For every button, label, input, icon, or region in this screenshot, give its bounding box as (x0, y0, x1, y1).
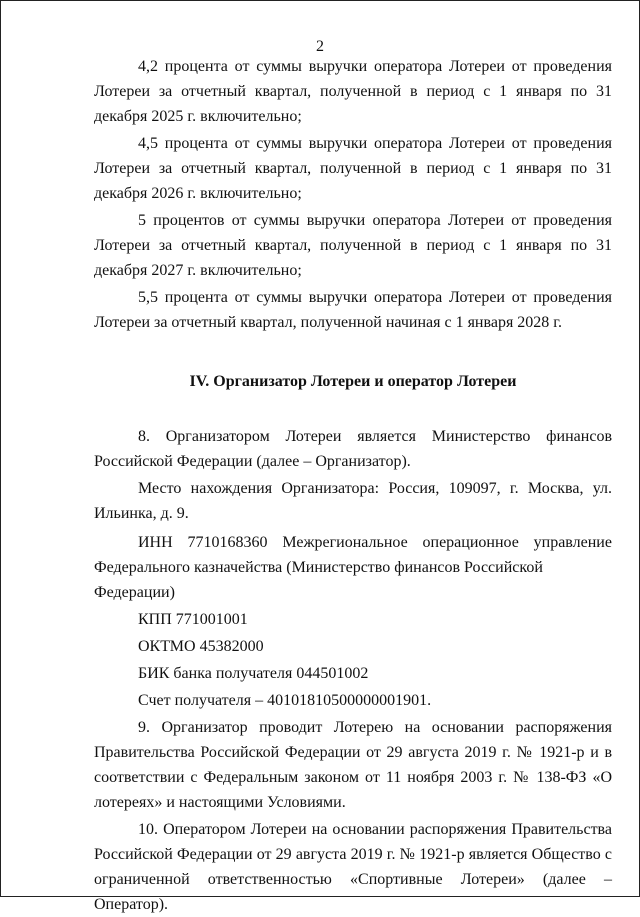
inn-word-1: Межрегиональное (282, 534, 408, 551)
document-body (94, 54, 612, 917)
organizer-location: Место нахождения Организатора: Россия, 109097, г. Москва, ул. Ильинка, д. 9. (94, 480, 612, 522)
inn-word-2: операционное (422, 534, 519, 551)
inn-label: ИНН (138, 534, 173, 551)
clause-9: 9. Организатор проводит Лотерею на основании распоряжения Правительства Российской Федерации от 29 августа 2019 г. № 1921-р и в соответствии с Федеральным законом от 11 ноября 2003 г. № 138-ФЗ «О лотереях» и настоящими Условиями. (94, 719, 612, 811)
kpp: КПП 771001001 (138, 611, 248, 628)
rate-paragraph-2025: 4,2 процента от суммы выручки оператора Лотереи от проведения Лотереи за отчетный квартал, полученной в период с 1 января по 31 декабря 2025 г. включительно; (94, 58, 612, 125)
page-number: 2 (316, 38, 324, 55)
rate-paragraph-2026: 4,5 процента от суммы выручки оператора Лотереи от проведения Лотереи за отчетный квартал, полученной в период с 1 января по 31 декабря 2026 г. включительно; (94, 135, 612, 202)
inn-number: 7710168360 (187, 534, 268, 551)
rate-paragraph-2028: 5,5 процента от суммы выручки оператора Лотереи от проведения Лотереи за отчетный квартал, полученной начиная с 1 января 2028 г. (94, 289, 612, 331)
section-heading: IV. Организатор Лотереи и оператор Лотереи (189, 373, 517, 390)
bik: БИК банка получателя 044501002 (138, 665, 369, 682)
inn-row (94, 530, 612, 555)
account: Счет получателя – 40101810500000001901. (138, 692, 432, 709)
clause-10: 10. Оператором Лотереи на основании распоряжения Правительства Российской Федерации от 29 августа 2019 г. № 1921-р является Общество с ограниченной ответственностью «Спортивные Лотереи» (далее – Оператор). (94, 821, 612, 913)
inn-continuation: Федерального казначейства (Министерство финансов Российской Федерации) (94, 559, 543, 601)
rate-paragraph-2027: 5 процентов от суммы выручки оператора Лотереи от проведения Лотереи за отчетный квартал, полученной в период с 1 января по 31 декабря 2027 г. включительно; (94, 212, 612, 279)
clause-8: 8. Организатором Лотереи является Министерство финансов Российской Федерации (далее – Организатор). (94, 428, 612, 470)
oktmo: ОКТМО 45382000 (138, 638, 264, 655)
inn-word-3: управление (533, 534, 612, 551)
